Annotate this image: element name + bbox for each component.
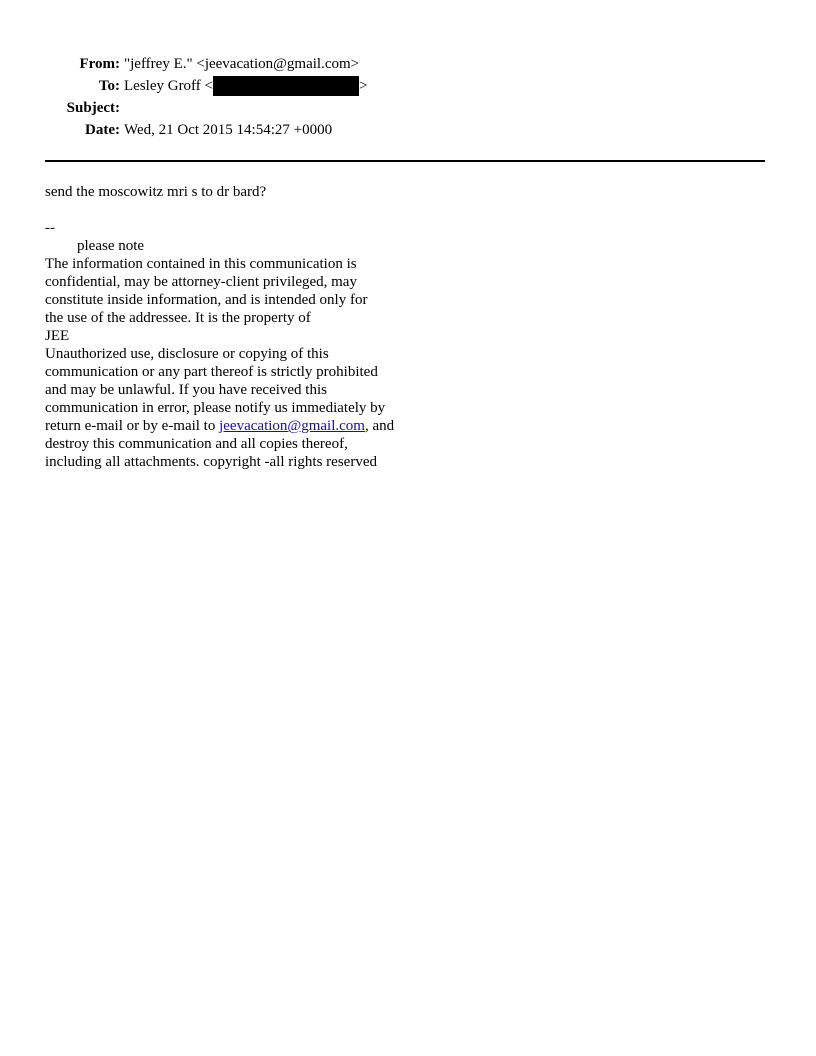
- signature-dashes: --: [45, 220, 55, 236]
- date-row: [0, 119, 816, 141]
- redaction-box: [213, 76, 359, 96]
- message-text: send the moscowitz mri s to dr bard?: [45, 184, 267, 200]
- header-divider: [45, 160, 765, 162]
- disclaimer-line: Unauthorized use, disclosure or copying of this: [45, 346, 329, 362]
- disclaimer-line: and may be unlawful. If you have received this: [45, 382, 327, 398]
- email-link[interactable]: jeevacation@gmail.com: [219, 418, 365, 434]
- disclaimer-line: confidential, may be attorney-client privileged, may: [45, 274, 357, 290]
- subject-label: Subject:: [66, 100, 120, 116]
- return-prefix: return e-mail or by e-mail to: [45, 418, 220, 434]
- disclaimer-line: communication in error, please notify us immediately by: [45, 400, 386, 416]
- from-label: From:: [79, 56, 120, 72]
- to-label: To:: [98, 78, 120, 94]
- to-row: [0, 75, 816, 97]
- disclaimer-line: communication or any part thereof is strictly prohibited: [45, 364, 378, 380]
- disclaimer-line: including all attachments. copyright -all rights reserved: [45, 454, 377, 470]
- disclaimer-line: the use of the addressee. It is the property of: [45, 310, 311, 326]
- disclaimer-line: The information contained in this communication is: [45, 256, 357, 272]
- to-name: Lesley Groff <: [124, 78, 213, 94]
- date-label: Date:: [85, 122, 120, 138]
- from-value: "jeffrey E." <jeevacation@gmail.com>: [124, 56, 360, 72]
- disclaimer-line: constitute inside information, and is intended only for: [45, 292, 368, 308]
- blank-line: [45, 201, 445, 219]
- disclaimer-line-with-link: [45, 417, 445, 435]
- email-header: [0, 53, 816, 141]
- disclaimer-block: [45, 255, 445, 471]
- email-body: [45, 183, 445, 471]
- date-value: Wed, 21 Oct 2015 14:54:27 +0000: [124, 122, 333, 138]
- from-row: [0, 53, 816, 75]
- to-value: [124, 75, 367, 97]
- return-suffix: , and: [364, 418, 395, 434]
- subject-row: [0, 97, 816, 119]
- disclaimer-line: destroy this communication and all copies thereof,: [45, 436, 348, 452]
- to-close: >: [359, 78, 368, 94]
- disclaimer-line: JEE: [45, 328, 70, 344]
- please-note: please note: [77, 238, 145, 254]
